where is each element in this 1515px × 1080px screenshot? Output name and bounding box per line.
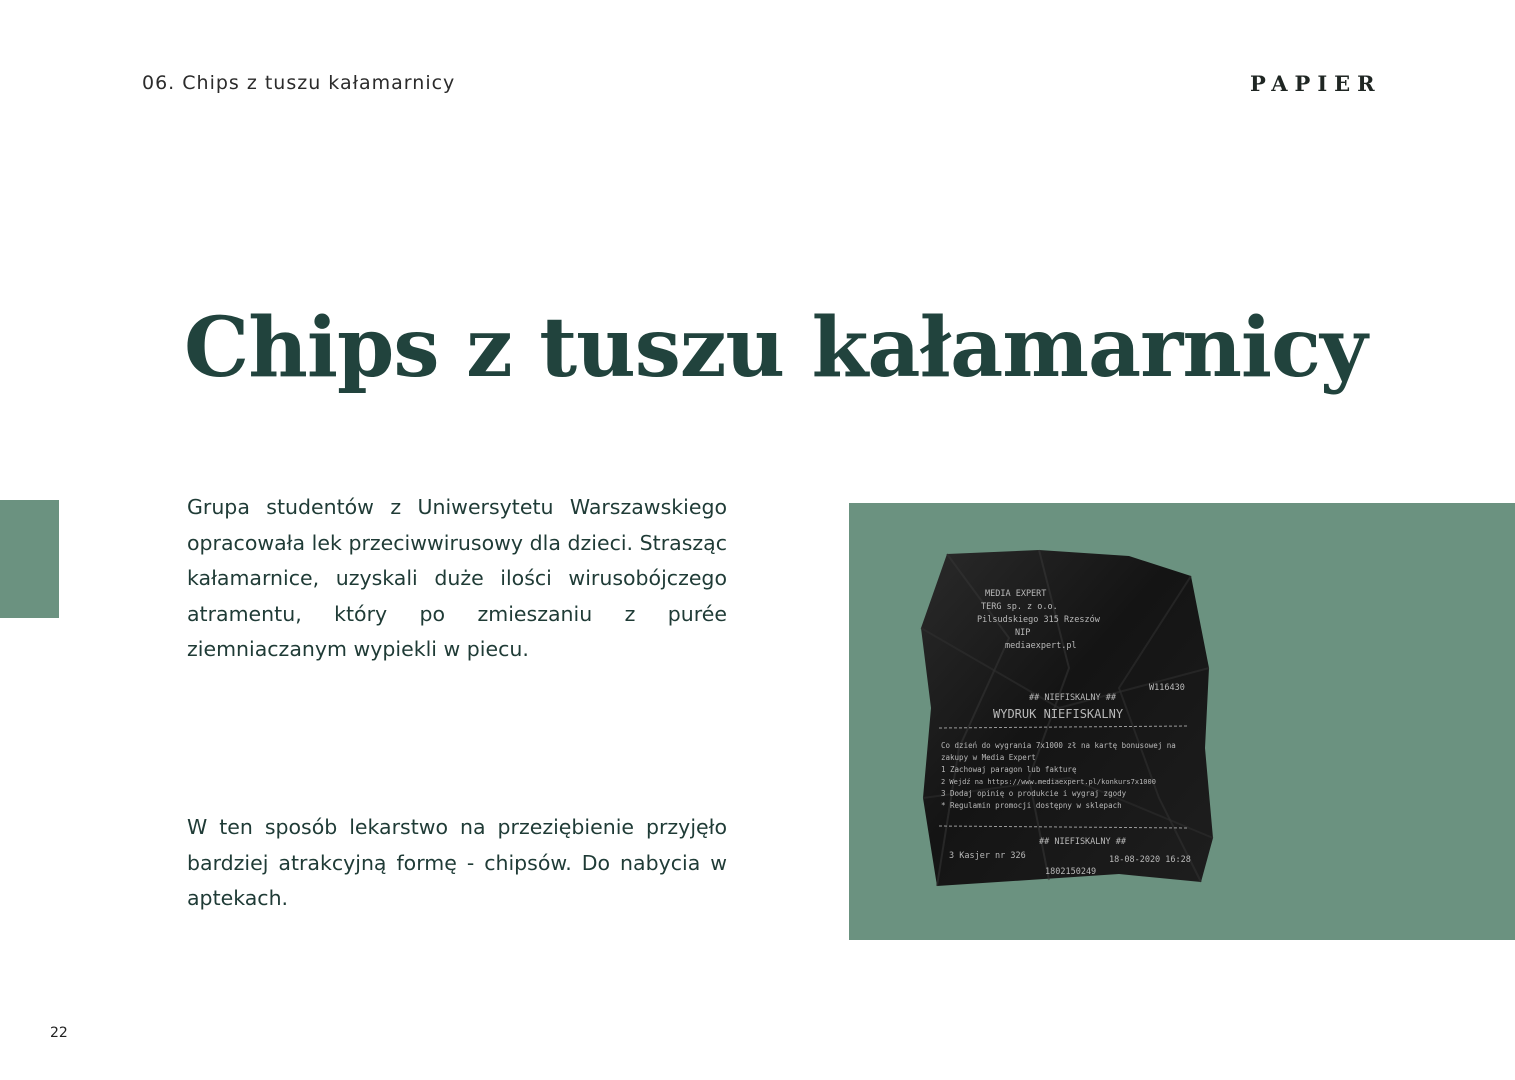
receipt-line: 1 Zachowaj paragon lub fakturę — [941, 765, 1077, 774]
receipt-line: zakupy w Media Expert — [941, 753, 1036, 762]
receipt-line: MEDIA EXPERT — [985, 589, 1047, 599]
receipt-line: 3 Dodaj opinię o produkcie i wygraj zgody — [941, 789, 1127, 798]
paragraph-intro: Grupa studentów z Uniwersytetu Warszawskiego opracowała lek przeciwwirusowy dla dzieci. Strasząc kałamarnice, uzyskali duże ilości wirusobójczego atramentu, który po zmieszaniu z purée ziemniaczanym wypiekli w piecu. — [187, 495, 727, 661]
receipt-line: 1802150249 — [1045, 867, 1097, 877]
receipt-line: * Regulamin promocji dostępny w sklepach — [941, 801, 1122, 810]
receipt-line: 2 Wejdź na https://www.mediaexpert.pl/konkurs7x1000 — [941, 778, 1156, 786]
receipt-line: 3 Kasjer nr 326 — [949, 851, 1026, 861]
receipt-line: W116430 — [1149, 683, 1185, 693]
receipt-line: TERG sp. z o.o. — [981, 602, 1058, 612]
receipt-line: Pilsudskiego 315 Rzeszów — [977, 615, 1100, 625]
paragraph-conclusion: W ten sposób lekarstwo na przeziębienie przyjęło bardziej atrakcyjną formę - chipsów. Do nabycia w aptekach. — [187, 815, 727, 910]
receipt-line: mediaexpert.pl — [1005, 641, 1077, 651]
receipt-line: 18-08-2020 16:28 — [1109, 855, 1191, 865]
side-accent-bar — [0, 500, 59, 618]
page-title: Chips z tuszu kałamarnicy — [184, 300, 1367, 396]
page-number: 22 — [50, 1025, 68, 1041]
receipt-line: ## NIEFISKALNY ## — [1029, 693, 1116, 703]
brand-logo: PAPIER — [1250, 71, 1382, 96]
receipt-line: WYDRUK NIEFISKALNY — [993, 707, 1124, 721]
receipt-line: ## NIEFISKALNY ## — [1039, 837, 1126, 847]
receipt-image-panel — [849, 503, 1515, 940]
section-label: 06. Chips z tuszu kałamarnicy — [142, 72, 456, 94]
crumpled-receipt-image — [919, 548, 1219, 888]
receipt-line: NIP — [1015, 628, 1031, 638]
receipt-line: Co dzień do wygrania 7x1000 zł na kartę bonusowej na — [941, 741, 1176, 750]
